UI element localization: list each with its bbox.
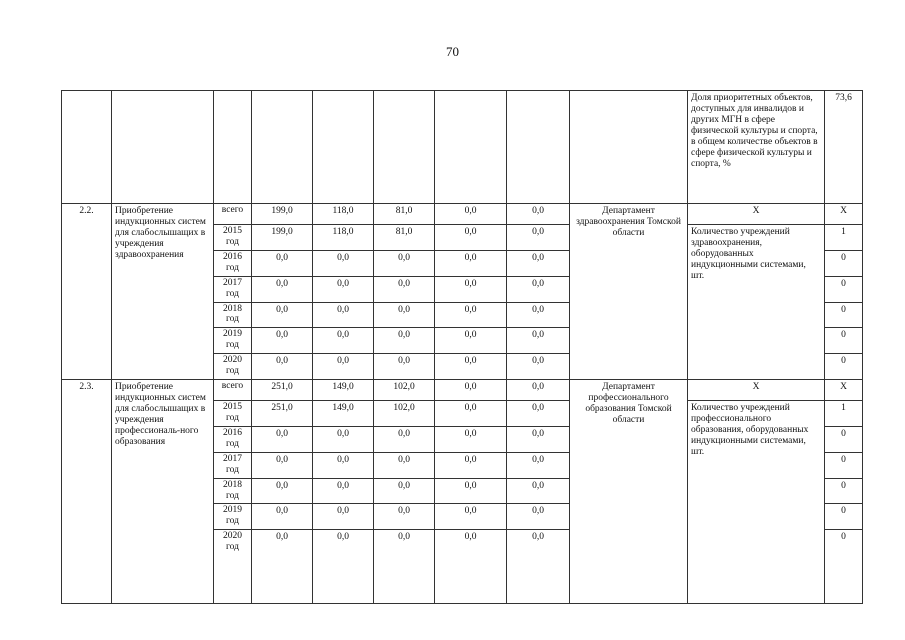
indicator-value: X	[825, 204, 863, 225]
indicator-value: 0	[825, 302, 863, 328]
value-cell: 0,0	[435, 225, 507, 251]
value-cell: 0,0	[507, 401, 570, 427]
value-cell: 0,0	[507, 354, 570, 380]
value-cell: 251,0	[252, 401, 313, 427]
value-cell: 0,0	[374, 426, 435, 452]
value-cell: 199,0	[252, 225, 313, 251]
value-cell: 118,0	[313, 204, 374, 225]
value-cell: 0,0	[252, 426, 313, 452]
value-cell: 0,0	[507, 530, 570, 604]
year-cell: 2018 год	[214, 478, 252, 504]
year-cell: 2015 год	[214, 401, 252, 427]
indicator-value: 0	[825, 426, 863, 452]
value-cell: 0,0	[374, 530, 435, 604]
value-cell: 0,0	[435, 302, 507, 328]
value-cell: 0,0	[507, 426, 570, 452]
indicator-value: 0	[825, 530, 863, 604]
value-cell: 0,0	[252, 250, 313, 276]
table-row	[62, 204, 863, 225]
value-cell: 0,0	[435, 426, 507, 452]
value-cell: 149,0	[313, 401, 374, 427]
indicator-value: 1	[825, 401, 863, 427]
indicator-value: 0	[825, 250, 863, 276]
value-cell: 0,0	[374, 250, 435, 276]
value-cell: 0,0	[374, 328, 435, 354]
year-cell: 2019 год	[214, 328, 252, 354]
page-number: 70	[446, 44, 459, 59]
value-cell: 0,0	[435, 530, 507, 604]
indicator-value: X	[825, 380, 863, 401]
indicator-text: Количество учреждений здравоохранения, оборудованных индукционными системами, шт.	[688, 225, 825, 380]
value-cell: 0,0	[252, 302, 313, 328]
value-cell: 0,0	[252, 354, 313, 380]
value-cell: 0,0	[313, 302, 374, 328]
value-cell: 0,0	[313, 276, 374, 302]
value-cell: 0,0	[507, 225, 570, 251]
value-cell: 0,0	[313, 328, 374, 354]
section-name: Приобретение индукционных систем для слабослышащих в учреждения профессиональ-ного образования	[112, 380, 214, 604]
indicator-value: 73,6	[825, 91, 863, 204]
value-cell: 0,0	[313, 478, 374, 504]
value-cell: 0,0	[507, 504, 570, 530]
value-cell: 0,0	[374, 302, 435, 328]
indicator-value: 0	[825, 478, 863, 504]
executor-cell: Департамент профессионального образования Томской области	[570, 380, 688, 604]
value-cell: 81,0	[374, 225, 435, 251]
value-cell: 0,0	[374, 354, 435, 380]
year-cell: 2016 год	[214, 250, 252, 276]
value-cell: 199,0	[252, 204, 313, 225]
value-cell: 0,0	[435, 276, 507, 302]
section-name: Приобретение индукционных систем для слабослышащих в учреждения здравоохранения	[112, 204, 214, 380]
section-number: 2.2.	[62, 204, 112, 380]
indicator-total-cell: X	[688, 204, 825, 225]
value-cell: 0,0	[252, 328, 313, 354]
value-cell: 0,0	[313, 452, 374, 478]
indicator-value: 0	[825, 354, 863, 380]
value-cell: 149,0	[313, 380, 374, 401]
value-cell: 0,0	[313, 426, 374, 452]
value-cell: 0,0	[374, 504, 435, 530]
value-cell: 0,0	[313, 354, 374, 380]
indicator-value: 1	[825, 225, 863, 251]
year-cell: всего	[214, 380, 252, 401]
value-cell: 0,0	[313, 250, 374, 276]
year-cell: 2018 год	[214, 302, 252, 328]
year-cell: 2017 год	[214, 276, 252, 302]
table-row	[62, 380, 863, 401]
value-cell: 0,0	[252, 478, 313, 504]
value-cell: 0,0	[374, 452, 435, 478]
value-cell: 0,0	[313, 530, 374, 604]
value-cell: 0,0	[435, 401, 507, 427]
year-cell: 2020 год	[214, 530, 252, 604]
value-cell: 0,0	[252, 276, 313, 302]
value-cell: 81,0	[374, 204, 435, 225]
value-cell: 118,0	[313, 225, 374, 251]
indicator-text: Количество учреждений профессионального образования, оборудованных индукционными системами, шт.	[688, 401, 825, 604]
year-cell: всего	[214, 204, 252, 225]
value-cell: 0,0	[252, 452, 313, 478]
indicator-value: 0	[825, 452, 863, 478]
value-cell: 0,0	[507, 478, 570, 504]
value-cell: 0,0	[435, 250, 507, 276]
value-cell: 0,0	[435, 204, 507, 225]
value-cell: 0,0	[374, 276, 435, 302]
table-row	[62, 91, 863, 204]
value-cell: 0,0	[435, 452, 507, 478]
value-cell: 0,0	[507, 328, 570, 354]
indicator-text: Доля приоритетных объектов, доступных для инвалидов и других МГН в сфере физической культуры и спорта, в общем количестве объектов в сфере физической культуры и спорта, %	[688, 91, 825, 204]
indicator-total-cell: X	[688, 380, 825, 401]
value-cell: 0,0	[507, 276, 570, 302]
value-cell: 102,0	[374, 401, 435, 427]
value-cell: 0,0	[435, 328, 507, 354]
value-cell: 0,0	[507, 380, 570, 401]
value-cell: 0,0	[313, 504, 374, 530]
value-cell: 0,0	[252, 530, 313, 604]
value-cell: 0,0	[435, 354, 507, 380]
value-cell: 102,0	[374, 380, 435, 401]
value-cell: 251,0	[252, 380, 313, 401]
value-cell: 0,0	[435, 380, 507, 401]
year-cell: 2019 год	[214, 504, 252, 530]
indicator-value: 0	[825, 276, 863, 302]
value-cell: 0,0	[435, 504, 507, 530]
year-cell: 2016 год	[214, 426, 252, 452]
value-cell: 0,0	[252, 504, 313, 530]
indicator-value: 0	[825, 504, 863, 530]
indicator-value: 0	[825, 328, 863, 354]
year-cell: 2015 год	[214, 225, 252, 251]
value-cell: 0,0	[507, 302, 570, 328]
section-number: 2.3.	[62, 380, 112, 604]
value-cell: 0,0	[507, 452, 570, 478]
year-cell: 2020 год	[214, 354, 252, 380]
executor-cell: Департамент здравоохранения Томской области	[570, 204, 688, 380]
value-cell: 0,0	[507, 204, 570, 225]
program-table	[61, 90, 863, 604]
value-cell: 0,0	[435, 478, 507, 504]
value-cell: 0,0	[374, 478, 435, 504]
year-cell: 2017 год	[214, 452, 252, 478]
value-cell: 0,0	[507, 250, 570, 276]
